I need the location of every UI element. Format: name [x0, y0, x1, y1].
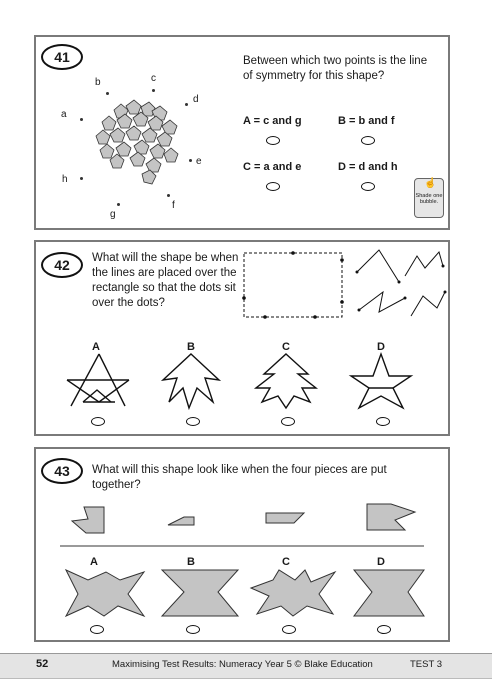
- pentagon-cluster-shape: [90, 98, 190, 188]
- loose-lines-figure: [353, 246, 448, 321]
- option-42-c-shape: [252, 352, 322, 412]
- point-dot-a: [80, 118, 83, 121]
- q43-divider: [60, 545, 424, 547]
- question-43-number: 43: [41, 458, 83, 484]
- option-41-d-label: D = d and h: [338, 161, 398, 173]
- q43-piece-4: [365, 502, 421, 534]
- option-41-a-label: A = c and g: [243, 115, 302, 127]
- dotted-rectangle-figure: [243, 250, 345, 320]
- option-41-b-bubble[interactable]: [361, 136, 375, 145]
- option-43-b-letter: B: [187, 556, 195, 568]
- point-label-b: b: [95, 77, 101, 88]
- option-43-b-shape: [154, 568, 244, 620]
- option-42-a-letter: A: [92, 341, 100, 353]
- option-43-d-bubble[interactable]: [377, 625, 391, 634]
- question-43-text: What will this shape look like when the four pieces are put together?: [92, 464, 387, 491]
- option-43-a-bubble[interactable]: [90, 625, 104, 634]
- option-43-d-shape: [344, 568, 434, 620]
- option-42-a-bubble[interactable]: [91, 417, 105, 426]
- footer-test-label: TEST 3: [410, 659, 443, 670]
- point-label-a: a: [61, 109, 67, 120]
- option-42-b-bubble[interactable]: [186, 417, 200, 426]
- option-42-d-shape: [347, 352, 417, 412]
- point-label-d: d: [193, 94, 199, 105]
- option-42-b-letter: B: [187, 341, 195, 353]
- shade-note-text: Shade one bubble.: [415, 193, 443, 205]
- question-41-text: Between which two points is the line of symmetry for this shape?: [243, 55, 428, 82]
- option-41-a-bubble[interactable]: [266, 136, 280, 145]
- point-dot-c: [152, 89, 155, 92]
- point-label-h: h: [62, 174, 68, 185]
- option-42-c-bubble[interactable]: [281, 417, 295, 426]
- option-41-b-label: B = b and f: [338, 115, 395, 127]
- pointing-hand-icon: ☝: [424, 178, 437, 189]
- shade-one-bubble-note: [414, 178, 444, 218]
- q43-piece-1: [70, 505, 110, 535]
- point-dot-b: [106, 92, 109, 95]
- point-dot-f: [167, 194, 170, 197]
- point-label-g: g: [110, 209, 116, 220]
- option-42-a-shape: [63, 352, 133, 412]
- point-dot-h: [80, 177, 83, 180]
- option-43-a-letter: A: [90, 556, 98, 568]
- q43-piece-2: [166, 513, 202, 529]
- option-41-c-bubble[interactable]: [266, 182, 280, 191]
- question-42-text: What will the shape be when the lines are placed over the rectangle so that the dots sit over the dots?: [92, 252, 239, 309]
- option-42-c-letter: C: [282, 341, 290, 353]
- point-label-f: f: [172, 200, 175, 211]
- question-41-number: 41: [41, 44, 83, 70]
- option-43-d-letter: D: [377, 556, 385, 568]
- point-dot-g: [117, 203, 120, 206]
- point-label-c: c: [151, 73, 156, 84]
- footer-title: Maximising Test Results: Numeracy Year 5 © Blake Education: [112, 659, 373, 670]
- option-41-d-bubble[interactable]: [361, 182, 375, 191]
- page-footer: [0, 653, 492, 679]
- option-43-c-shape: [249, 568, 339, 620]
- option-41-c-label: C = a and e: [243, 161, 302, 173]
- option-42-d-letter: D: [377, 341, 385, 353]
- question-42-number: 42: [41, 252, 83, 278]
- option-42-d-bubble[interactable]: [376, 417, 390, 426]
- page-number: 52: [36, 658, 49, 670]
- option-43-b-bubble[interactable]: [186, 625, 200, 634]
- q43-piece-3: [264, 510, 308, 526]
- point-label-e: e: [196, 156, 202, 167]
- option-42-b-shape: [157, 352, 227, 412]
- option-43-a-shape: [58, 568, 148, 620]
- option-43-c-letter: C: [282, 556, 290, 568]
- option-43-c-bubble[interactable]: [282, 625, 296, 634]
